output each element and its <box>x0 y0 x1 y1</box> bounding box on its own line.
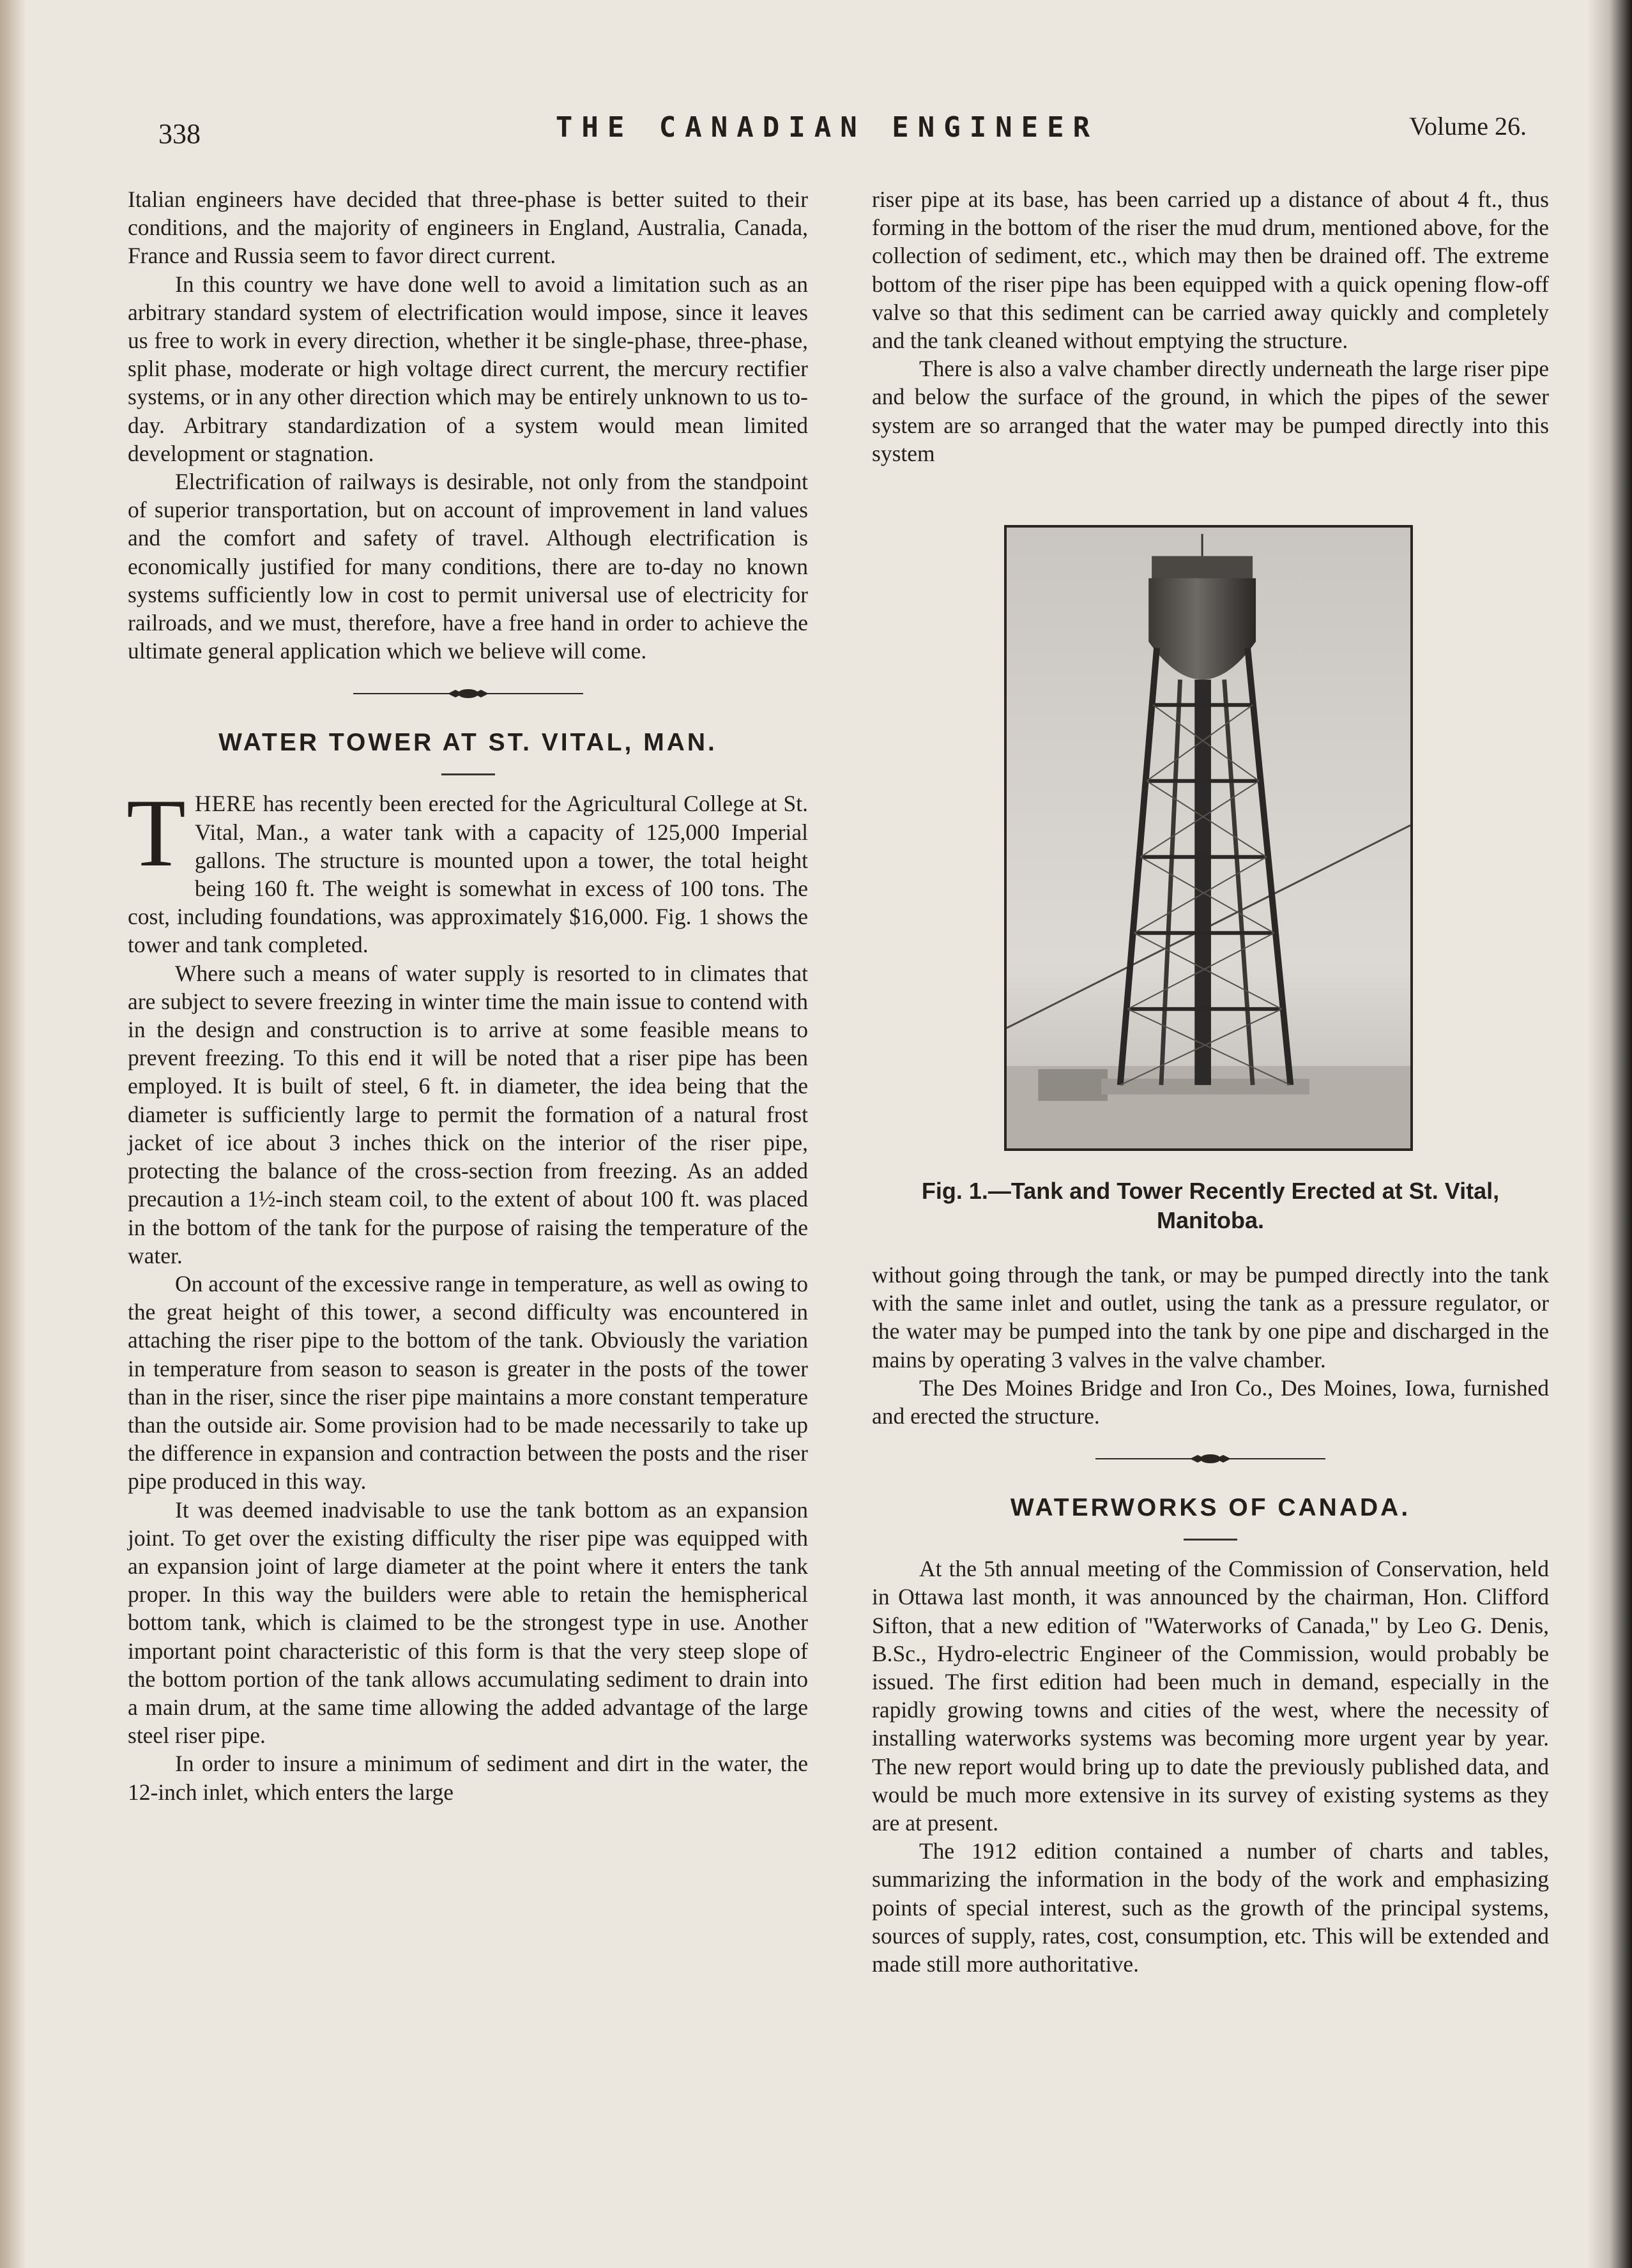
paragraph: The 1912 edition contained a number of charts and tables, summarizing the information in the body of the work and emphasizing points of special interest, such as the growth of the principal systems, sources of supply, rates, cost, consumption, etc. This will be extended and made still more authoritative. <box>872 1838 1549 1977</box>
paragraph: Where such a means of water supply is resorted to in climates that are subject to severe freezing in winter time the main issue to contend with in the design and construction is to arrive at some feasible means to prevent freezing. To this end it will be noted that a riser pipe has been employed. It is built of steel, 6 ft. in diameter, the idea being that the diameter is sufficiently large to permit the formation of a natural frost jacket of ice about 3 inches thick on the interior of the riser pipe, protecting the balance of the cross-section from freezing. As an added precaution a 1½-inch steam coil, to the extent of about 100 ft. was placed in the bottom of the tank for the purpose of raising the temperature of the water. <box>128 960 808 1268</box>
drop-cap: T <box>126 779 186 887</box>
journal-title: THE CANADIAN ENGINEER <box>555 111 1099 144</box>
title-underline <box>1184 1539 1237 1541</box>
figure-caption: Fig. 1.—Tank and Tower Recently Erected at St. Vital, Manitoba. <box>921 1178 1500 1234</box>
paragraph: On account of the excessive range in temperature, as well as owing to the great height of this tower, a second difficulty was encountered in attaching the riser pipe to the bottom of the tank. Obviously the variation in temperature from season to season is greater in the posts of the tower than in the riser, since the riser pipe maintains a more constant temperature than the outside air. Some provision had to be made necessarily to take up the difference in expansion and contraction between the posts and the riser pipe produced in this way. <box>128 1270 808 1495</box>
left-column <box>128 185 808 1806</box>
section-divider-ornament <box>128 665 808 722</box>
volume-label: Volume 26. <box>1409 112 1527 141</box>
waterworks-article-title: WATERWORKS OF CANADA. <box>1010 1494 1411 1522</box>
page-header <box>128 109 1527 153</box>
paragraph <box>126 779 808 959</box>
section-divider-ornament <box>872 1430 1549 1488</box>
article-lead-paragraph <box>126 779 808 959</box>
lead-caps: HERE <box>194 791 257 817</box>
paragraph: Italian engineers have decided that three-phase is better suited to their conditions, and the majority of engineers in England, Australia, Canada, France and Russia seem to favor direct current. <box>128 186 808 269</box>
paragraph: The Des Moines Bridge and Iron Co., Des Moines, Iowa, furnished and erected the structure. <box>872 1374 1549 1429</box>
right-column <box>872 185 1549 1978</box>
paragraph: In this country we have done well to avoid a limitation such as an arbitrary standard system of electrification would impose, since it leaves us free to work in every direction, whether it be single-phase, three-phase, split phase, moderate or high voltage direct current, the mercury rectifier systems, or in any other direction which may be entirely unknown to us to-day. Arbitrary standardization of a system would mean limited development or stagnation. <box>128 271 808 466</box>
book-spine-shadow <box>1587 0 1632 2268</box>
page-number: 338 <box>158 118 201 149</box>
paragraph: At the 5th annual meeting of the Commission of Conservation, held in Ottawa last month, it was announced by the chairman, Hon. Clifford Sifton, that a new edition of ''Waterworks of Canada,'' by Leo G. Denis, B.Sc., Hydro-electric Engineer of the Commission, would probably be issued. The first edition had been much in demand, especially in the rapidly growing towns and cities of the west, where the necessity of installing waterworks systems was becoming more urgent year by year. The new report would bring up to date the previously published data, and would be much more extensive in its survey of existing systems as they are at present. <box>872 1556 1549 1836</box>
lead-text: has recently been erected for the Agricultural College at St. Vital, Man., a water tank with a capacity of 125,000 Imperial gallons. The structure is mounted upon a tower, the total height being 160 ft. The weight is somewhat in excess of 100 tons. The cost, including foundations, was approximately $16,000. Fig. 1 shows the tower and tank completed. <box>128 791 808 958</box>
paragraph: There is also a valve chamber directly underneath the large riser pipe and below the surface of the ground, in which the pipes of the sewer system are so arranged that the water may be pumped directly into this system <box>872 356 1549 466</box>
paragraph: riser pipe at its base, has been carried up a distance of about 4 ft., thus forming in the bottom of the riser the mud drum, mentioned above, for the collection of sediment, etc., which may then be drained off. The extreme bottom of the riser pipe has been equipped with a quick opening flow-off valve so that this sediment can be carried away quickly and completely and the tank cleaned without emptying the structure. <box>872 186 1549 354</box>
water-tower-photo <box>1004 525 1413 1151</box>
title-underline <box>441 773 495 775</box>
paragraph: without going through the tank, or may be pumped directly into the tank with the same inlet and outlet, using the tank as a pressure regulator, or the water may be pumped into the tank by one pipe and discharged in the mains by operating 3 valves in the valve chamber. <box>872 1262 1549 1373</box>
paragraph: It was deemed inadvisable to use the tank bottom as an expansion joint. To get over the existing difficulty the riser pipe was equipped with an expansion joint of large diameter at the point where it enters the tank proper. In this way the builders were able to retain the hemispherical bottom tank, which is claimed to be the strongest type in use. Another important point characteristic of this form is that the very steep slope of the bottom portion of the tank allows accumulating sediment to drain into a main drum, at the same time allowing the added advantage of the large steel riser pipe. <box>128 1496 808 1749</box>
paragraph: Electrification of railways is desirable, not only from the standpoint of superior transportation, but on account of improvement in land values and the comfort and safety of travel. Although electrification is economically justified for many conditions, there are to-day no known systems sufficiently low in cost to permit universal use of electricity for railroads, and we must, therefore, have a free hand in order to achieve the ultimate general application which we believe will come. <box>128 469 808 664</box>
page-edge-shadow <box>0 0 26 2268</box>
water-tower-article-title: WATER TOWER AT ST. VITAL, MAN. <box>218 729 717 757</box>
paragraph: In order to insure a minimum of sediment and dirt in the water, the 12-inch inlet, which enters the large <box>128 1751 808 1805</box>
